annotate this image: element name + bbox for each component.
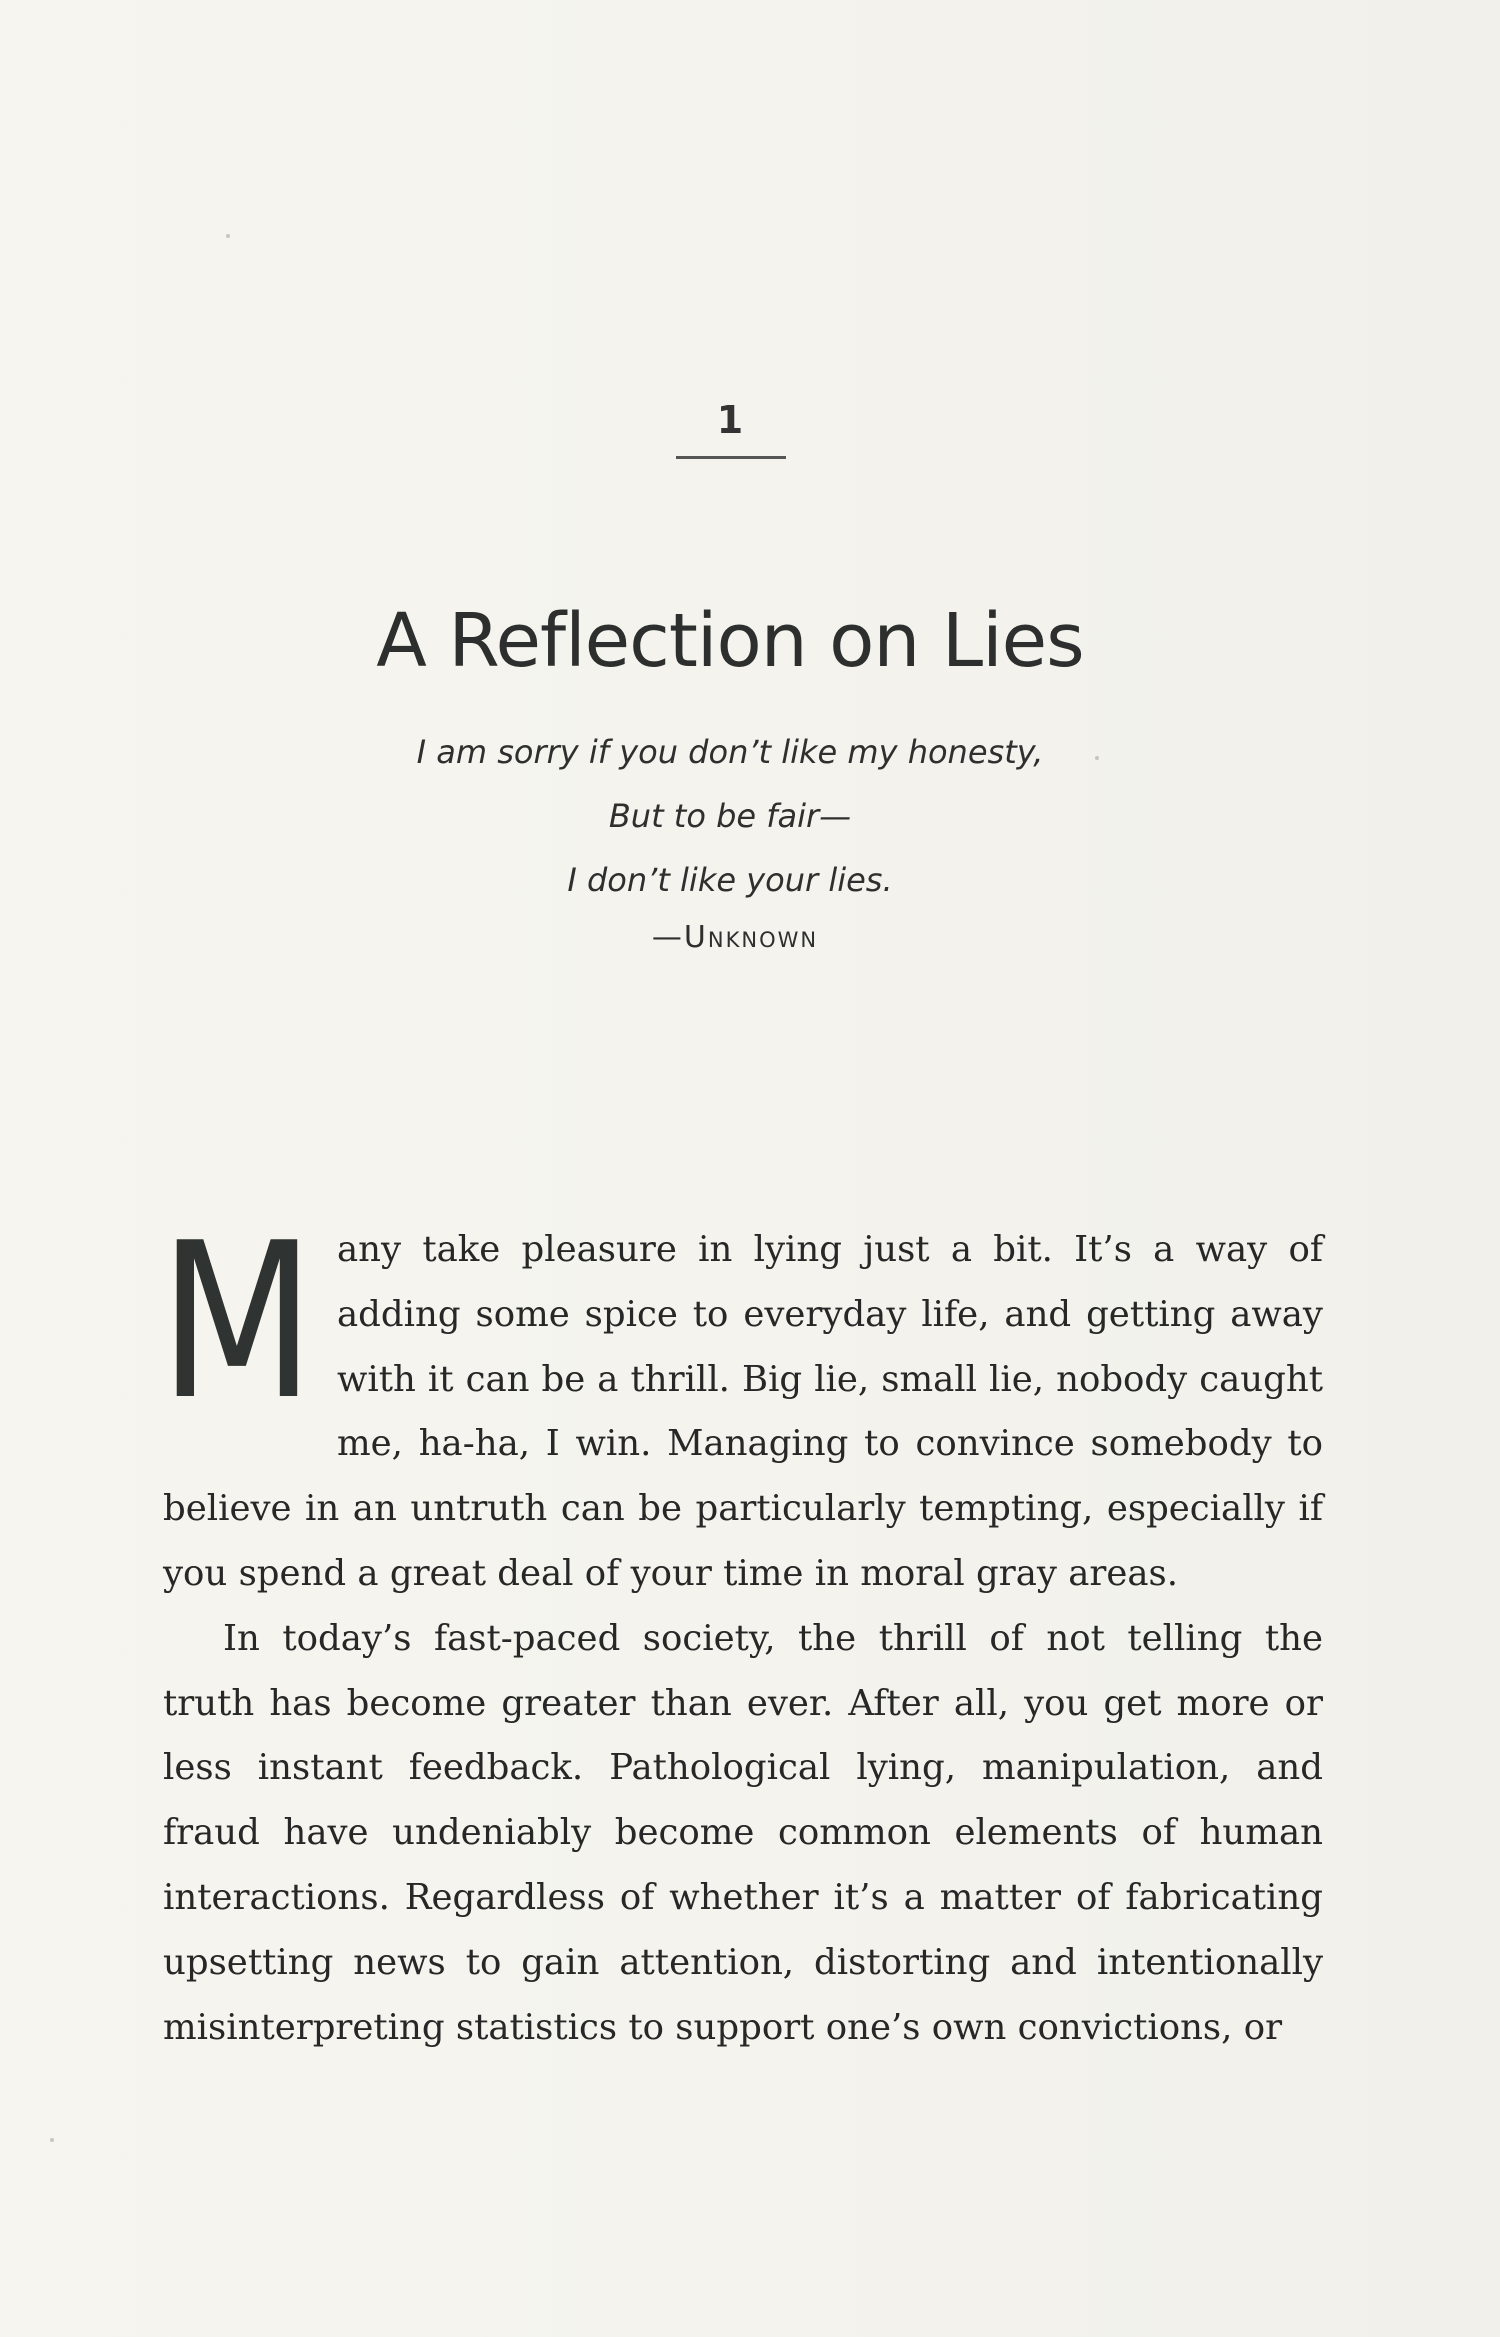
drop-cap: M — [159, 1196, 315, 1447]
epigraph-line: But to be fair— — [608, 797, 852, 835]
epigraph-line: I don’t like your lies. — [567, 861, 893, 899]
paper-speck — [226, 234, 230, 238]
paragraph — [159, 1196, 1323, 1607]
epigraph-line: I am sorry if you don’t like my honesty, — [416, 733, 1044, 771]
body-text — [159, 1196, 1323, 2060]
chapter-number: 1 — [716, 398, 744, 442]
chapter-title: A Reflection on Lies — [376, 597, 1084, 684]
paragraph-text: any take pleasure in lying just a bit. It’s a way of adding some spice to everyday life, and getting away with it can be a thrill. Big lie, small lie, nobody caught me, ha-ha, I win. Managing to convince somebody to believe in an untruth can be particularly tempting, especially if you spend a great deal of your time in moral gray areas. — [163, 1229, 1323, 1594]
chapter-number-rule — [676, 456, 786, 459]
paper-speck — [1095, 756, 1099, 760]
epigraph-attribution: —Unknown — [651, 920, 819, 955]
epigraph — [0, 720, 1460, 912]
paper-speck — [50, 2138, 54, 2142]
paragraph: In today’s fast-paced society, the thrill of not telling the truth has become greater than ever. After all, you get more or less instant feedback. Pathological lying, manipulation, and fraud have undeniably become common elements of human interactions. Regardless of whether it’s a matter of fabricating upsetting news to gain attention, distorting and intentionally misinterpreting statistics to support one’s own convictions, or — [163, 1617, 1323, 2048]
